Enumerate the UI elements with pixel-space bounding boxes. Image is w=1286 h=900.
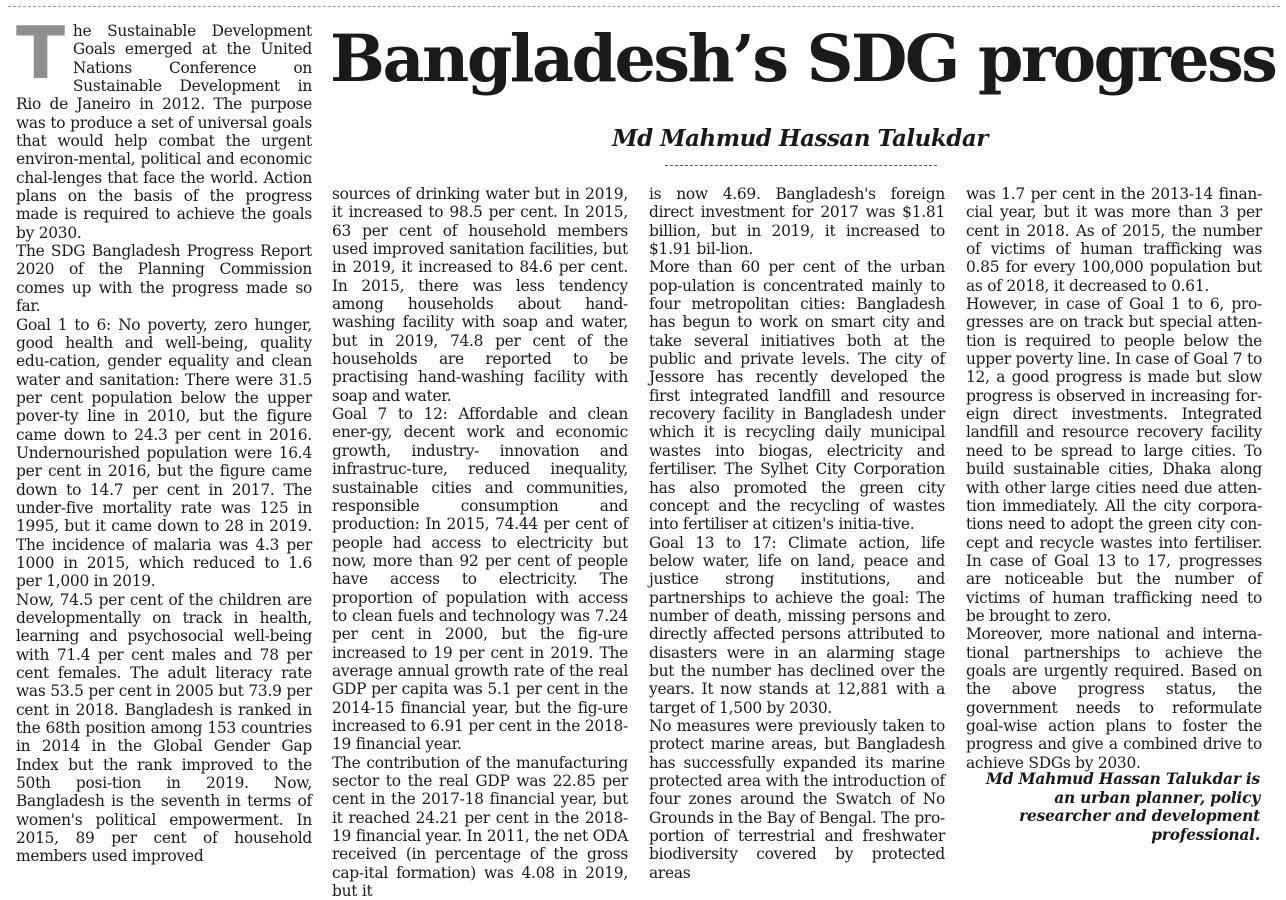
- paragraph: Goal 1 to 6: No poverty, zero hunger, good health and well-being, quality edu-cation, gender equality and clean water and sanitation: There were 31.5 per cent population below the upper pover-ty line in 2010, but the figure came down to 24.3 per cent in 2016. Undernourished population were 16.4 per cent in 2016, but the figure came down to 14.7 per cent in 2017. The under-five mortality rate was 125 in 1995, but it came down to 28 in 2019. The incidence of malaria was 4.3 per 1000 in 2015, which reduced to 1.6 per 1,000 in 2019.: [16, 315, 312, 591]
- paragraph: Goal 7 to 12: Affordable and clean ener-gy, decent work and economic growth, industry- innovation and infrastruc-ture, reduced inequality, sustainable cities and communities, responsible consumption and production: In 2015, 74.44 per cent of people had access to electricity but now, more than 92 per cent of people have access to electricity. The proportion of population with access to clean fuels and technology was 7.24 per cent in 2000, but the fig-ure increased to 19 per cent in 2019. The average annual growth rate of the real GDP per capita was 5.1 per cent in the 2014-15 financial year, but the fig-ure increased to 6.91 per cent in the 2018-19 financial year.: [332, 405, 628, 754]
- drop-cap: T: [16, 11, 65, 95]
- paragraph: More than 60 per cent of the urban pop-ulation is concentrated mainly to four metropolitan cities: Bangladesh has begun to work on smart city and take several initiatives both at the public and private levels. The city of Jessore has recently developed the first integrated landfill and resource recovery facility in Bangladesh under which it is recycling daily municipal wastes into biogas, electricity and fertiliser. The Sylhet City Corporation has also promoted the green city concept and the recycling of wastes into fertiliser at citizen's initia-tive.: [649, 258, 945, 534]
- top-dashed-rule: [8, 6, 1280, 7]
- paragraph-text: he Sustainable Development Goals emerged at the United Nations Conference on Sustainable Development in Rio de Janeiro in 2012. The purpose was to produce a set of universal goals that would help combat the urgent environ-mental, political and economic chal-lenges that face the world. Action plans on the basis of the progress made is required to achieve the goals by 2030.: [16, 22, 312, 242]
- article-column-2: [332, 185, 628, 900]
- paragraph: The contribution of the manufacturing sector to the real GDP was 22.85 per cent in the 2017-18 financial year, but it reached 24.21 per cent in the 2018-19 financial year. In 2011, the net ODA received (in percentage of the gross cap-ital formation) was 4.08 in 2019, but it: [332, 753, 628, 900]
- paragraph: Goal 13 to 17: Climate action, life below water, life on land, peace and justice strong institutions, and partnerships to achieve the goal: The number of death, missing persons and directly affected persons attributed to disasters were in an alarming stage but the number has declined over the years. It now stands at 12,881 with a target of 1,500 by 2030.: [649, 533, 945, 717]
- article-column-1: [16, 11, 312, 866]
- author-bio: Md Mahmud Hassan Talukdar is an urban planner, policy researcher and development professional.: [985, 770, 1260, 844]
- paragraph: [16, 11, 312, 242]
- paragraph: is now 4.69. Bangladesh's foreign direct investment for 2017 was $1.81 billion, but in 2019, it increased to $1.91 bil-lion.: [649, 185, 945, 259]
- paragraph: was 1.7 per cent in the 2013-14 finan-cial year, but it was more than 3 per cent in 2018. As of 2015, the number of victims of human trafficking was 0.85 for every 100,000 population but as of 2018, it decreased to 0.61.: [966, 185, 1262, 295]
- paragraph: Now, 74.5 per cent of the children are developmentally on track in health, learning and psychosocial well-being with 71.4 per cent males and 78 per cent females. The adult literacy rate was 53.5 per cent in 2005 but 73.9 per cent in 2018. Bangladesh is ranked in the 68th position among 153 countries in 2014 in the Global Gender Gap Index but the rank improved to the 50th posi-tion in 2019. Now, Bangladesh is the seventh in terms of women's political empowerment. In 2015, 89 per cent of household members used improved: [16, 590, 312, 866]
- paragraph: sources of drinking water but in 2019, it increased to 98.5 per cent. In 2015, 63 per cent of household members used improved sanitation facilities, but in 2019, it increased to 84.6 per cent. In 2015, there was less tendency among households about hand-washing facility with soap and water, but in 2019, 74.8 per cent of the households are reported to be practising hand-washing facility with soap and water.: [332, 185, 628, 405]
- headline: Bangladesh’s SDG progress: [330, 21, 1276, 97]
- byline: Md Mahmud Hassan Talukdar: [612, 125, 988, 152]
- paragraph: The SDG Bangladesh Progress Report 2020 of the Planning Commission comes up with the progress made so far.: [16, 242, 312, 316]
- byline-dashed-rule: [665, 165, 937, 166]
- paragraph: Moreover, more national and interna-tional partnerships to achieve the goals are urgently required. Based on the above progress status, the government needs to reformulate goal-wise action plans to foster the progress and give a combined drive to achieve SDGs by 2030.: [966, 625, 1262, 772]
- paragraph: However, in case of Goal 1 to 6, pro-gresses are on track but special atten-tion is required to people below the upper poverty line. In case of Goal 7 to 12, a good progress is made but slow progress is observed in increasing for-eign direct investments. Integrated landfill and resource recovery facility need to be spread to large cities. To build sustainable cities, Dhaka along with other large cities need due atten-tion immediately. All the city corpora-tions need to adopt the green city con-cept and recycle wastes into fertiliser. In case of Goal 13 to 17, progresses are noticeable but the number of victims of human trafficking need to be brought to zero.: [966, 295, 1262, 625]
- paragraph: No measures were previously taken to protect marine areas, but Bangladesh has successfully expanded its marine protected area with the introduction of four zones around the Swatch of No Grounds in the Bay of Bengal. The pro-portion of terrestrial and freshwater biodiversity covered by protected areas: [649, 716, 945, 882]
- article-column-4: [966, 185, 1262, 772]
- article-column-3: [649, 185, 945, 882]
